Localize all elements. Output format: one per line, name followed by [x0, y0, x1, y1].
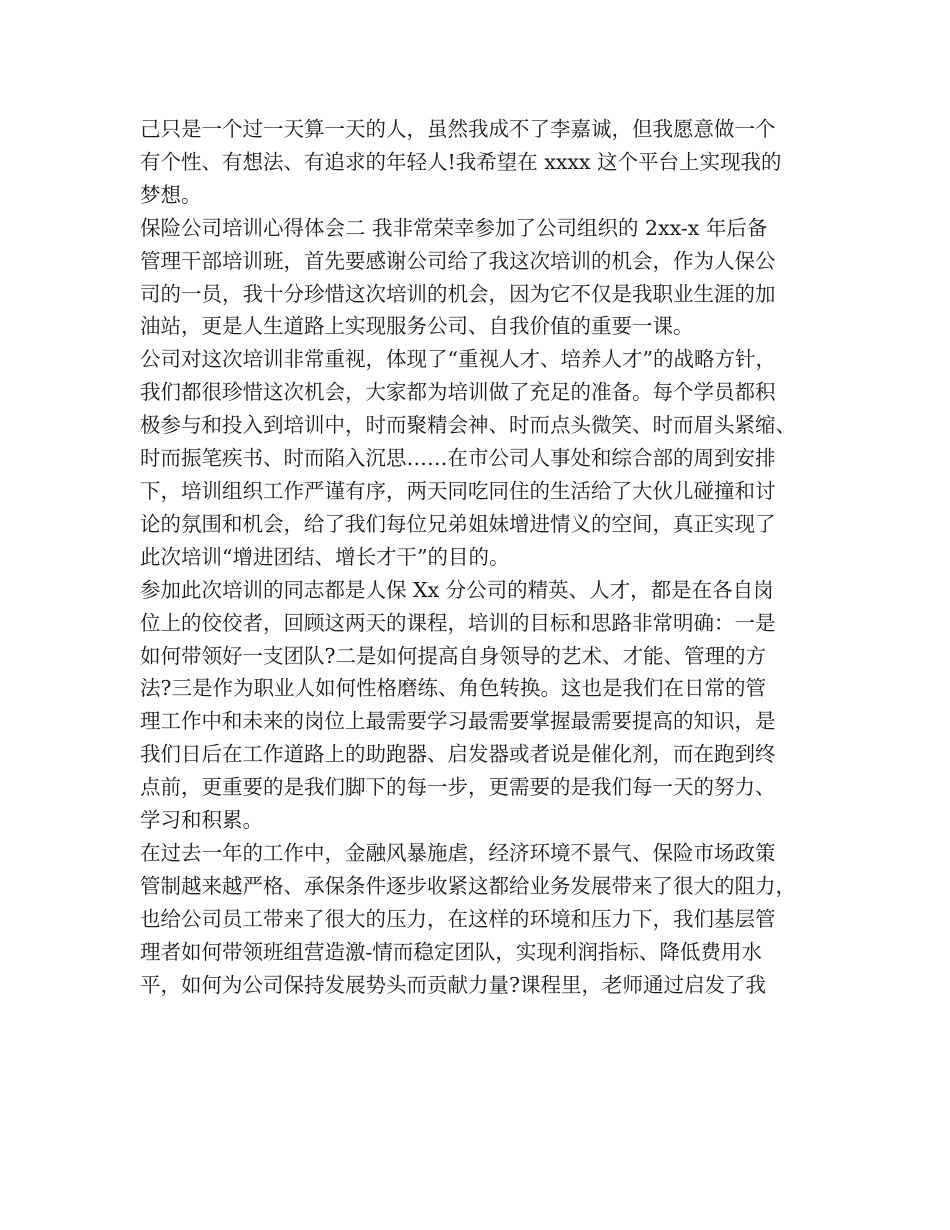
paragraph-4: [140, 574, 815, 837]
paragraph-3: [140, 343, 815, 573]
text-line: 我们日后在工作道路上的助跑器、启发器或者说是催化剂，而在跑到终: [140, 742, 776, 767]
text-line: 如何带领好一支团队?二是如何提高自身领导的艺术、才能、管理的方: [140, 643, 766, 668]
text-line: 论的氛围和机会，给了我们每位兄弟姐妹增进情义的空间，真正实现了: [140, 511, 776, 536]
text-line: 时而振笔疾书、时而陷入沉思……在市公司人事处和综合部的周到安排: [140, 446, 776, 471]
text-line: 平，如何为公司保持发展势头而贡献力量?课程里，老师通过启发了我: [140, 972, 766, 997]
text-line: 在过去一年的工作中，金融风暴施虐，经济环境不景气、保险市场政策: [140, 840, 776, 865]
text-line: 点前，更重要的是我们脚下的每一步，更需要的是我们每一天的努力、: [140, 775, 776, 800]
paragraph-2: [140, 212, 815, 344]
text-line: 此次培训“增进团结、增长才干”的目的。: [140, 544, 510, 569]
text-line: 管理干部培训班，首先要感谢公司给了我这次培训的机会，作为人保公: [140, 248, 776, 273]
text-line: 我们都很珍惜这次机会，大家都为培训做了充足的准备。每个学员都积: [140, 380, 776, 405]
text-line: 司的一员，我十分珍惜这次培训的机会，因为它不仅是我职业生涯的加: [140, 281, 776, 306]
text-line: 油站，更是人生道路上实现服务公司、自我价值的重要一课。: [140, 314, 694, 339]
document-page: [140, 113, 815, 1001]
text-line: 也给公司员工带来了很大的压力，在这样的环境和压力下，我们基层管: [140, 906, 776, 931]
text-line: 极参与和投入到培训中，时而聚精会神、时而点头微笑、时而眉头紧缩、: [140, 413, 796, 438]
text-line: 下，培训组织工作严谨有序，两天同吃同住的生活给了大伙儿碰撞和讨: [140, 478, 776, 503]
text-line: 梦想。: [140, 182, 202, 207]
text-line: 法?三是作为职业人如何性格磨练、角色转换。这也是我们在日常的管: [140, 676, 766, 701]
text-line: 参加此次培训的同志都是人保 Xx 分公司的精英、人才，都是在各自岗: [140, 577, 774, 602]
paragraph-1: [140, 113, 815, 212]
text-line: 理工作中和未来的岗位上最需要学习最需要掌握最需要提高的知识，是: [140, 709, 776, 734]
text-line: 保险公司培训心得体会二 我非常荣幸参加了公司组织的 2xx-x 年后备: [140, 215, 768, 240]
text-line: 学习和积累。: [140, 808, 263, 833]
text-line: 己只是一个过一天算一天的人，虽然我成不了李嘉诚，但我愿意做一个: [140, 117, 776, 141]
text-line: 理者如何带领班组营造激-情而稳定团队，实现利润指标、降低费用水: [140, 939, 762, 964]
paragraph-5: [140, 837, 815, 1002]
text-line: 公司对这次培训非常重视，体现了“重视人才、培养人才”的战略方针，: [140, 347, 776, 372]
text-line: 位上的佼佼者，回顾这两天的课程，培训的目标和思路非常明确：一是: [140, 610, 776, 635]
text-line: 有个性、有想法、有追求的年轻人!我希望在 xxxx 这个平台上实现我的: [140, 149, 782, 174]
text-line: 管制越来越严格、承保条件逐步收紧这都给业务发展带来了很大的阻力，: [140, 873, 796, 898]
